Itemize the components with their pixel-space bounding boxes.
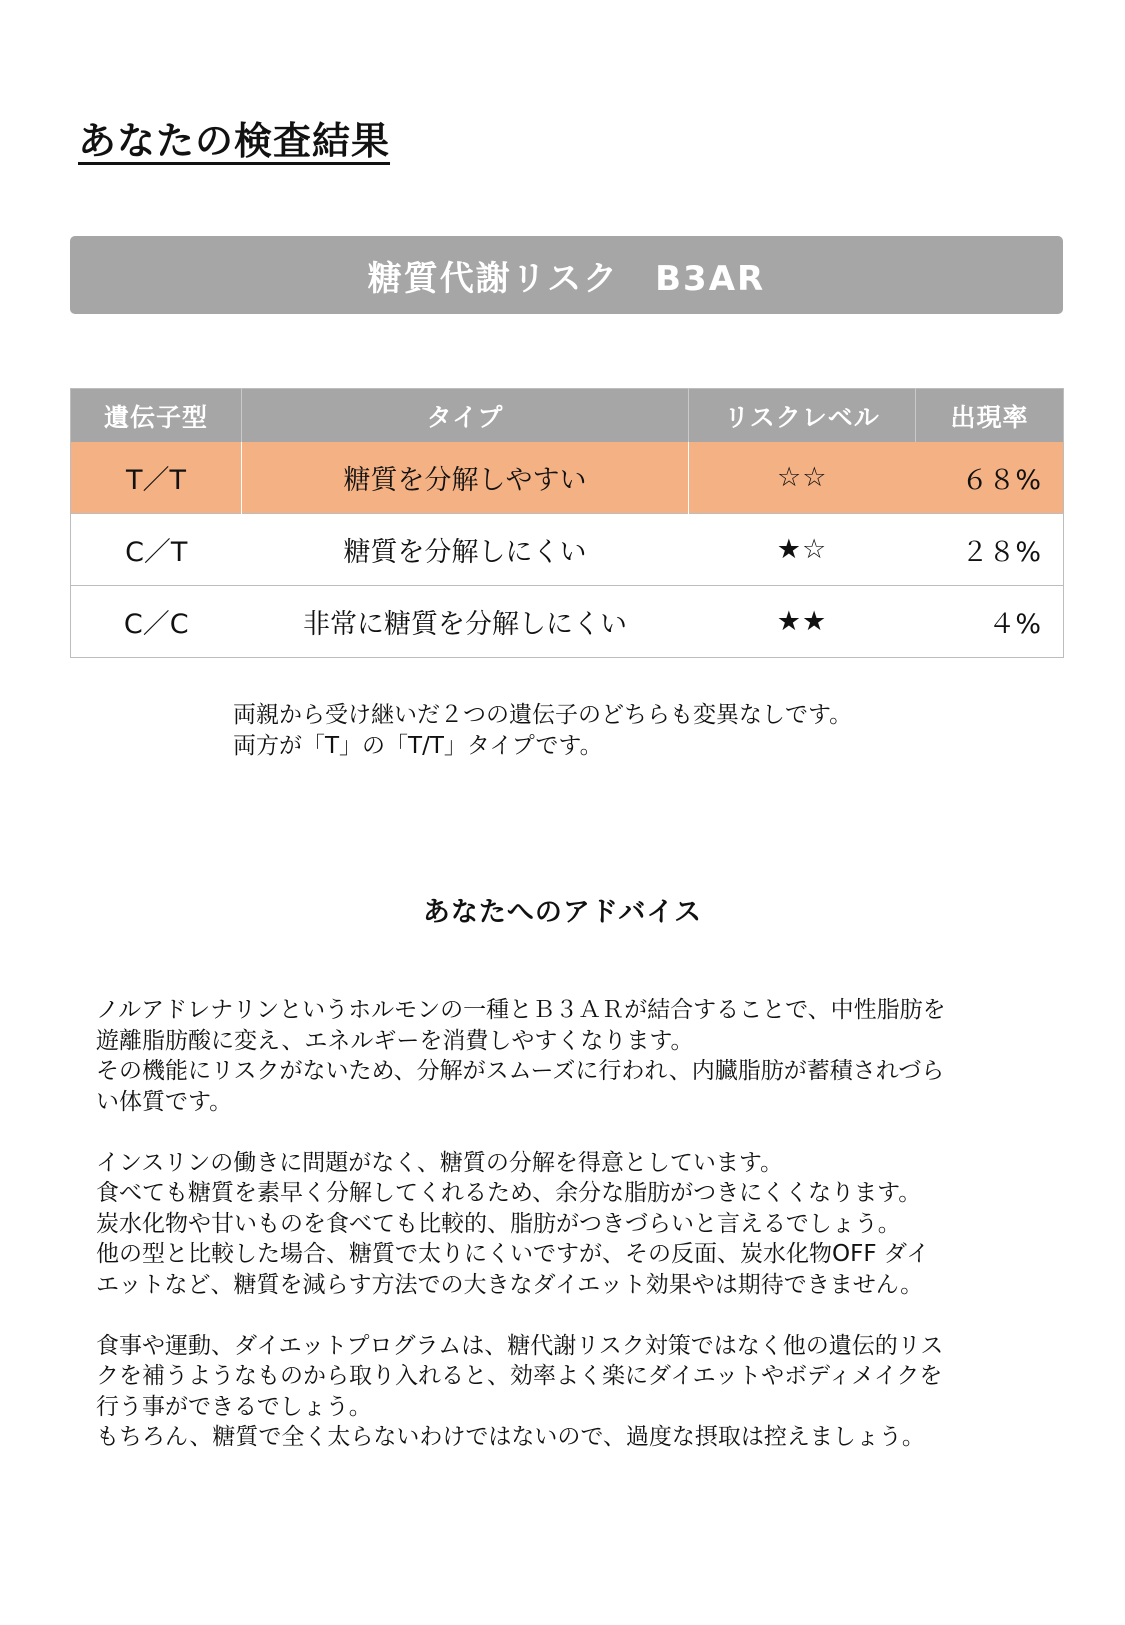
table-row xyxy=(71,514,1064,586)
advice-line: ノルアドレナリンというホルモンの一種とＢ３ＡＲが結合することで、中性脂肪を xyxy=(96,997,946,1023)
advice-line: クを補うようなものから取り入れると、効率よく楽にダイエットやボディメイクを xyxy=(96,1363,943,1389)
advice-line: い体質です。 xyxy=(96,1088,233,1115)
rate-cell: ６８% xyxy=(916,442,1064,514)
risk-stars: ☆☆ xyxy=(689,442,916,514)
header-risk-level: リスクレベル xyxy=(689,389,916,443)
header-genotype: 遺伝子型 xyxy=(71,389,242,443)
risk-stars: ★☆ xyxy=(689,514,916,586)
advice-line xyxy=(96,1300,946,1331)
explanation-line: 両親から受け継いだ２つの遺伝子のどちらも変異なしです。 xyxy=(233,702,853,728)
advice-line: 行う事ができるでしょう。 xyxy=(96,1393,372,1420)
advice-line xyxy=(96,1117,946,1148)
genotype-cell: T／T xyxy=(71,442,242,514)
advice-line: エットなど、糖質を減らす方法での大きなダイエット効果やは期待できません。 xyxy=(96,1271,924,1298)
table-row xyxy=(71,442,1064,514)
explanation-line: 両方が「T」の「T/T」タイプです。 xyxy=(233,733,603,759)
type-cell: 糖質を分解しやすい xyxy=(242,442,689,514)
rate-cell: ２８% xyxy=(916,514,1064,586)
type-cell: 非常に糖質を分解しにくい xyxy=(242,586,689,658)
advice-line: もちろん、糖質で全く太らないわけではないので、過度な摂取は控えましょう。 xyxy=(96,1424,925,1450)
header-type: タイプ xyxy=(242,389,689,443)
advice-line: インスリンの働きに問題がなく、糖質の分解を得意としています。 xyxy=(96,1149,784,1176)
advice-line: 食べても糖質を素早く分解してくれるため、余分な脂肪がつきにくくなります。 xyxy=(96,1180,922,1206)
genotype-cell: C／C xyxy=(71,586,242,658)
advice-body xyxy=(96,995,946,1453)
advice-line: 遊離脂肪酸に変え、エネルギーを消費しやすくなります。 xyxy=(96,1027,694,1054)
advice-line: その機能にリスクがないため、分解がスムーズに行われ、内臓脂肪が蓄積されづら xyxy=(96,1058,945,1084)
page-title: あなたの検査結果 xyxy=(78,119,391,163)
genotype-explanation xyxy=(233,700,852,762)
genotype-result-table xyxy=(70,388,1064,658)
advice-title: あなたへのアドバイス xyxy=(422,897,703,928)
type-cell: 糖質を分解しにくい xyxy=(242,514,689,586)
advice-line: 他の型と比較した場合、糖質で太りにくいですが、その反面、炭水化物OFF ダイ xyxy=(96,1241,930,1267)
table-row xyxy=(71,586,1064,658)
advice-line: 炭水化物や甘いものを食べても比較的、脂肪がつきづらいと言えるでしょう。 xyxy=(96,1210,901,1237)
advice-line: 食事や運動、ダイエットプログラムは、糖代謝リスク対策ではなく他の遺伝的リス xyxy=(96,1332,944,1359)
genotype-cell: C／T xyxy=(71,514,242,586)
rate-cell: ４% xyxy=(916,586,1064,658)
risk-stars: ★★ xyxy=(689,586,916,658)
header-occurrence-rate: 出現率 xyxy=(916,389,1064,443)
gene-banner: 糖質代謝リスク B3AR xyxy=(70,236,1063,314)
table-header-row xyxy=(71,389,1064,443)
